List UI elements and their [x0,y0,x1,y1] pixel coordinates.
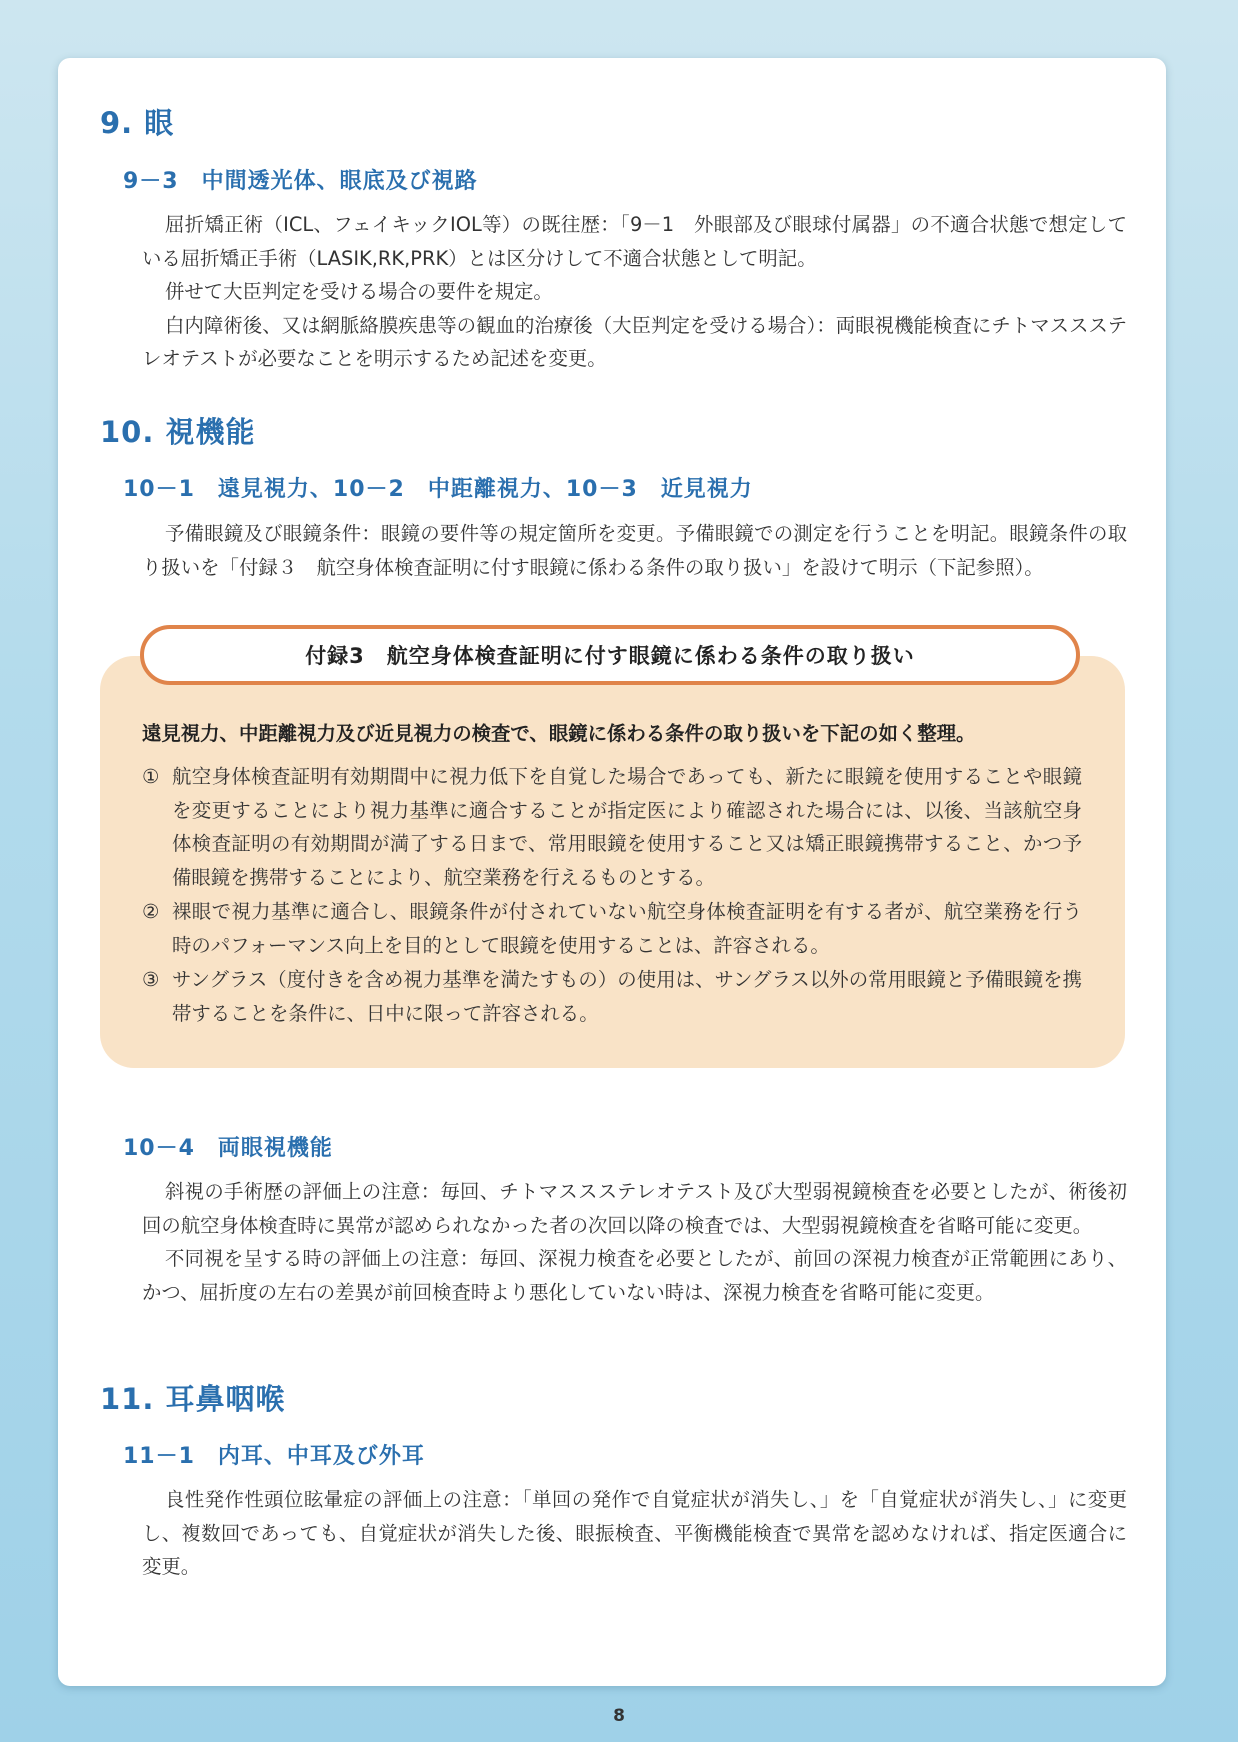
section-10-4-heading: 10－4 両眼視機能 [123,1136,333,1161]
paragraph: 予備眼鏡及び眼鏡条件：眼鏡の要件等の規定箇所を変更。予備眼鏡での測定を行うことを明記。眼鏡条件の取り扱いを「付録３ 航空身体検査証明に付す眼鏡に係わる条件の取り扱い」を設けて明示（下記参照）。 [142,522,1127,579]
appendix-lead: 遠見視力、中距離視力及び近見視力の検査で、眼鏡に係わる条件の取り扱いを下記の如く整理。 [142,722,976,745]
paragraph: 併せて大臣判定を受ける場合の要件を規定。 [165,280,553,303]
section-10-title: 10. 視機能 [100,415,256,449]
list-item [142,895,1082,962]
item-number: ② [142,900,160,923]
section-9-3-body [142,208,1127,376]
section-9-title: 9. 眼 [100,106,175,140]
appendix-list [142,760,1082,1031]
item-number: ③ [142,968,160,991]
section-11-1-heading: 11－1 内耳、中耳及び外耳 [123,1444,425,1469]
page-number: 8 [613,1706,625,1726]
item-text: 航空身体検査証明有効期間中に視力低下を自覚した場合であっても、新たに眼鏡を使用することや眼鏡を変更することにより視力基準に適合することが指定医により確認された場合には、以後、当該航空身体検査証明の有効期間が満了する日まで、常用眼鏡を使用すること又は矯正眼鏡携帯すること、かつ予備眼鏡を携帯することにより、航空業務を行えるものとする。 [172,765,1082,889]
paragraph: 斜視の手術歴の評価上の注意：毎回、チトマススステレオテスト及び大型弱視鏡検査を必要としたが、術後初回の航空身体検査時に異常が認められなかった者の次回以降の検査では、大型弱視鏡検査を省略可能に変更。 [142,1180,1127,1237]
paragraph: 白内障術後、又は網脈絡膜疾患等の観血的治療後（大臣判定を受ける場合）：両眼視機能検査にチトマススステレオテストが必要なことを明示するため記述を変更。 [142,313,1127,370]
item-number: ① [142,765,160,788]
section-11-title: 11. 耳鼻咽喉 [100,1382,286,1416]
paragraph: 良性発作性頭位眩暈症の評価上の注意：「単回の発作で自覚症状が消失し、」を「自覚症状が消失し、」に変更し、複数回であっても、自覚症状が消失した後、眼振検査、平衡機能検査で異常を認めなければ、指定医適合に変更。 [142,1488,1127,1578]
section-10-1-body [142,517,1127,584]
list-item [142,963,1082,1030]
item-text: 裸眼で視力基準に適合し、眼鏡条件が付されていない航空身体検査証明を有する者が、航空業務を行う時のパフォーマンス向上を目的として眼鏡を使用することは、許容される。 [172,900,1082,957]
paragraph: 屈折矯正術（ICL、フェイキックIOL等）の既往歴：「9－1 外眼部及び眼球付属器」の不適合状態で想定している屈折矯正手術（LASIK,RK,PRK）とは区分けして不適合状態として明記。 [142,213,1127,270]
list-item [142,760,1082,894]
section-9-3-heading: 9－3 中間透光体、眼底及び視路 [123,169,478,194]
section-10-4-body [142,1175,1127,1309]
item-text: サングラス（度付きを含め視力基準を満たすもの）の使用は、サングラス以外の常用眼鏡と予備眼鏡を携帯することを条件に、日中に限って許容される。 [172,968,1082,1025]
appendix-title: 付録3 航空身体検査証明に付す眼鏡に係わる条件の取り扱い [140,625,1080,685]
paragraph: 不同視を呈する時の評価上の注意：毎回、深視力検査を必要としたが、前回の深視力検査が正常範囲にあり、かつ、屈折度の左右の差異が前回検査時より悪化していない時は、深視力検査を省略可能に変更。 [142,1247,1127,1304]
section-11-1-body [142,1483,1127,1584]
section-10-1-heading: 10－1 遠見視力、10－2 中距離視力、10－3 近見視力 [123,477,753,502]
